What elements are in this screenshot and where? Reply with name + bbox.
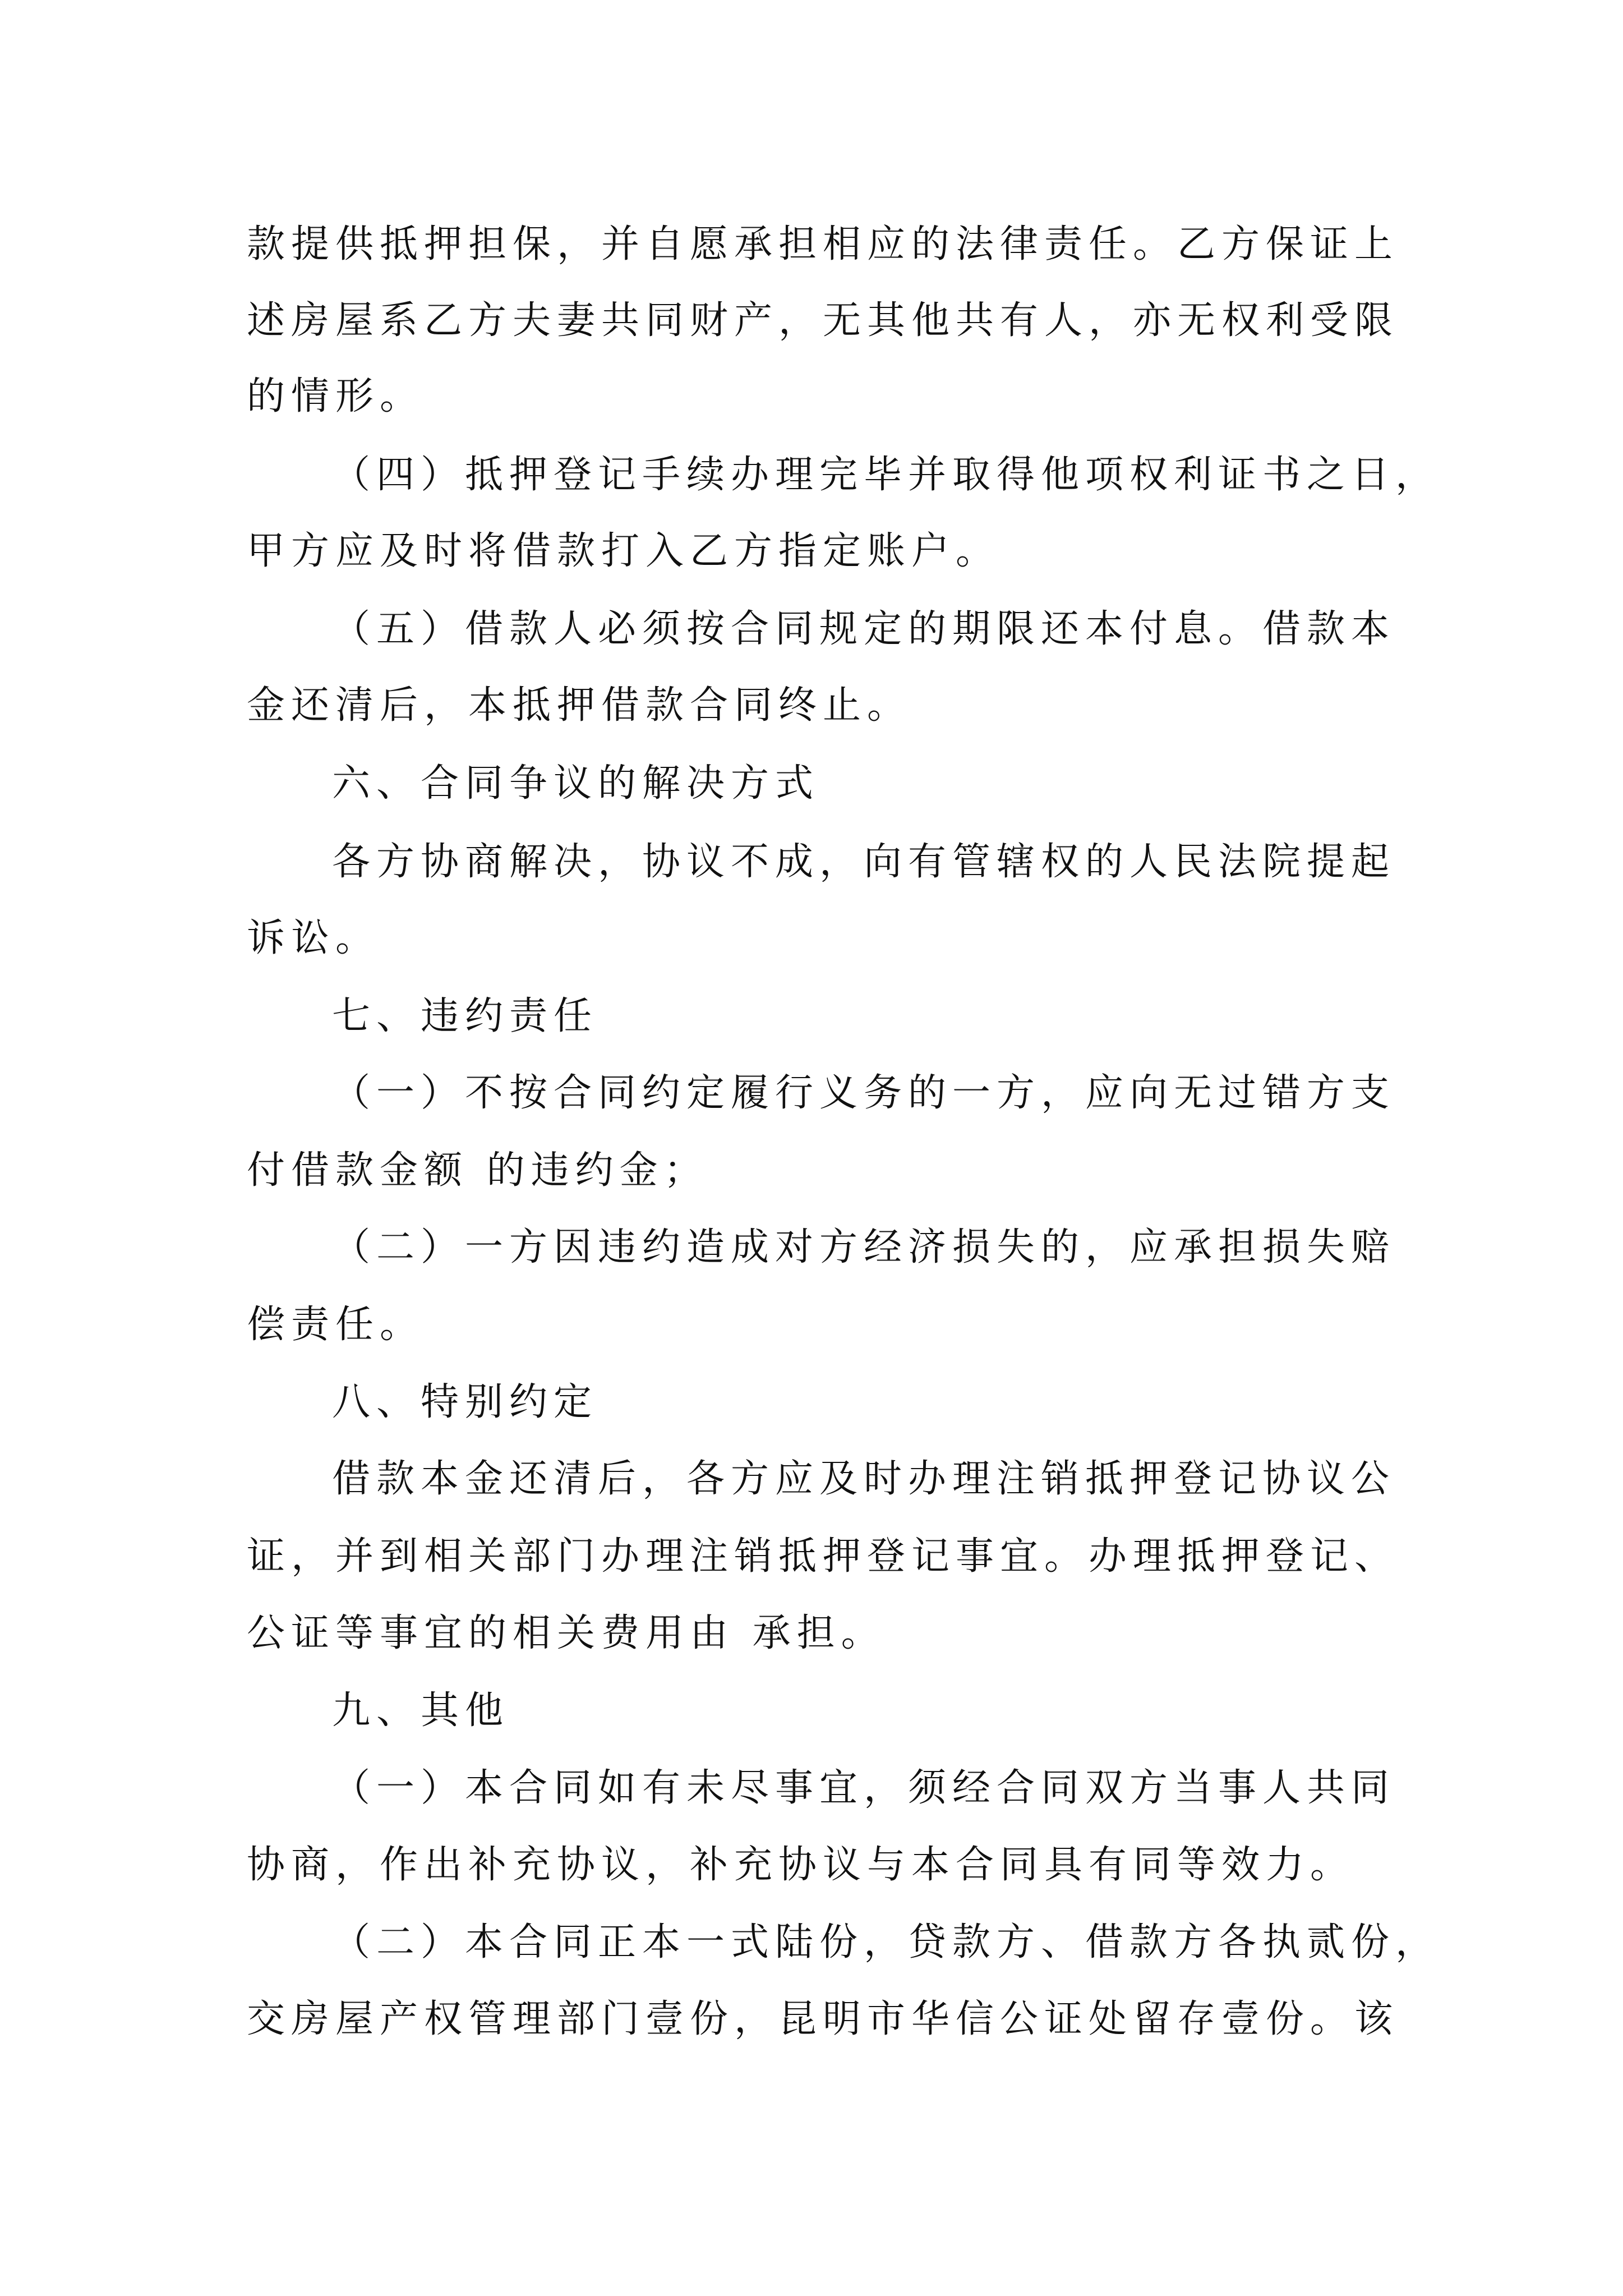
text-line: 证，并到相关部门办理注销抵押登记事宜。办理抵押登记、 — [247, 1534, 1399, 1579]
section-heading: 九、其他 — [332, 1688, 510, 1733]
text-line: （一）本合同如有未尽事宜，须经合同双方当事人共同 — [332, 1766, 1396, 1810]
text-line: 付借款金额 的违约金； — [247, 1148, 708, 1193]
text-line: 偿责任。 — [247, 1303, 425, 1347]
text-line: 协商，作出补充协议，补充协议与本合同具有同等效力。 — [247, 1843, 1355, 1887]
section-heading: 六、合同争议的解决方式 — [332, 761, 820, 806]
text-line: 诉讼。 — [247, 916, 380, 960]
text-line: （一）不按合同约定履行义务的一方，应向无过错方支 — [332, 1071, 1396, 1115]
text-line: 各方协商解决，协议不成，向有管辖权的人民法院提起 — [332, 840, 1396, 884]
text-line: 述房屋系乙方夫妻共同财产，无其他共有人，亦无权利受限 — [247, 298, 1399, 343]
text-line: （五）借款人必须按合同规定的期限还本付息。借款本 — [332, 607, 1396, 651]
text-line: 款提供抵押担保，并自愿承担相应的法律责任。乙方保证上 — [247, 222, 1399, 266]
text-line: 甲方应及时将借款打入乙方指定账户。 — [247, 529, 1000, 573]
text-line: 借款本金还清后，各方应及时办理注销抵押登记协议公 — [332, 1457, 1396, 1501]
text-line: 的情形。 — [247, 374, 425, 418]
text-line: （二）本合同正本一式陆份，贷款方、借款方各执贰份， — [332, 1920, 1440, 1964]
text-line: 金还清后，本抵押借款合同终止。 — [247, 683, 912, 728]
section-heading: 七、违约责任 — [332, 994, 598, 1038]
text-line: 交房屋产权管理部门壹份，昆明市华信公证处留存壹份。该 — [247, 1997, 1399, 2041]
section-heading: 八、特别约定 — [332, 1380, 598, 1424]
text-line: 公证等事宜的相关费用由 承担。 — [247, 1611, 886, 1655]
text-line: （四）抵押登记手续办理完毕并取得他项权利证书之日， — [332, 453, 1440, 497]
text-line: （二）一方因违约造成对方经济损失的，应承担损失赔 — [332, 1225, 1396, 1269]
